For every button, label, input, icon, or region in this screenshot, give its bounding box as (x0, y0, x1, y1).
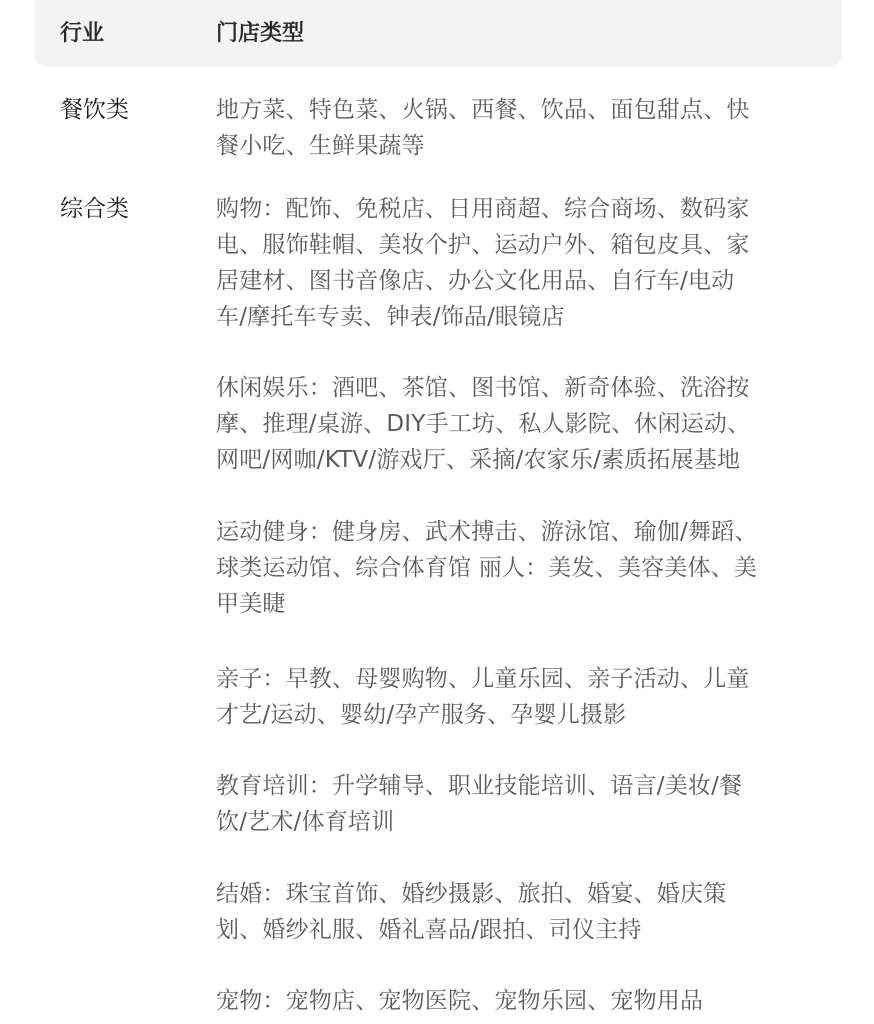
text-line: 亲子：早教、母婴购物、儿童乐园、亲子活动、儿童 (216, 666, 750, 692)
paragraph-shopping (216, 191, 816, 335)
paragraph-wedding (216, 876, 816, 948)
paragraph-leisure (216, 370, 816, 478)
table-header (34, 0, 842, 67)
text-line: 划、婚纱礼服、婚礼喜品/跟拍、司仪主持 (216, 917, 642, 943)
paragraph-fitness (216, 514, 816, 622)
row-text-catering (216, 92, 816, 164)
text-line: 饮/艺术/体育培训 (216, 809, 395, 835)
row-label-catering: 餐饮类 (60, 97, 129, 123)
text-line: 居建材、图书音像店、办公文化用品、自行车/电动 (216, 268, 735, 294)
row-label-general: 综合类 (60, 196, 129, 222)
text-line: 教育培训：升学辅导、职业技能培训、语言/美妆/餐 (216, 773, 743, 799)
text-line: 电、服饰鞋帽、美妆个护、运动户外、箱包皮具、家 (216, 232, 750, 258)
text-line: 宠物：宠物店、宠物医院、宠物乐园、宠物用品 (216, 988, 704, 1014)
text-line: 购物：配饰、免税店、日用商超、综合商场、数码家 (216, 196, 750, 222)
text-line: 结婚：珠宝首饰、婚纱摄影、旅拍、婚宴、婚庆策 (216, 881, 727, 907)
text-line: 休闲娱乐：酒吧、茶馆、图书馆、新奇体验、洗浴按 (216, 375, 750, 401)
text-line: 车/摩托车专卖、钟表/饰品/眼镜店 (216, 304, 565, 330)
paragraph-parenting (216, 661, 816, 733)
text-line: 网吧/网咖/KTV/游戏厅、采摘/农家乐/素质拓展基地 (216, 447, 741, 473)
header-industry: 行业 (60, 21, 105, 46)
header-store-type: 门店类型 (216, 21, 305, 46)
text-line: 球类运动馆、综合体育馆 丽人：美发、美容美体、美 (216, 555, 758, 581)
text-line: 地方菜、特色菜、火锅、西餐、饮品、面包甜点、快 (216, 97, 750, 123)
paragraph-education (216, 768, 816, 840)
paragraph-pets (216, 983, 816, 1019)
text-line: 摩、推理/桌游、DIY手工坊、私人影院、休闲运动、 (216, 411, 751, 437)
text-line: 运动健身：健身房、武术搏击、游泳馆、瑜伽/舞蹈、 (216, 519, 758, 545)
text-line: 餐小吃、生鲜果蔬等 (216, 133, 425, 159)
text-line: 才艺/运动、婴幼/孕产服务、孕婴儿摄影 (216, 702, 627, 728)
text-line: 甲美睫 (216, 591, 286, 617)
